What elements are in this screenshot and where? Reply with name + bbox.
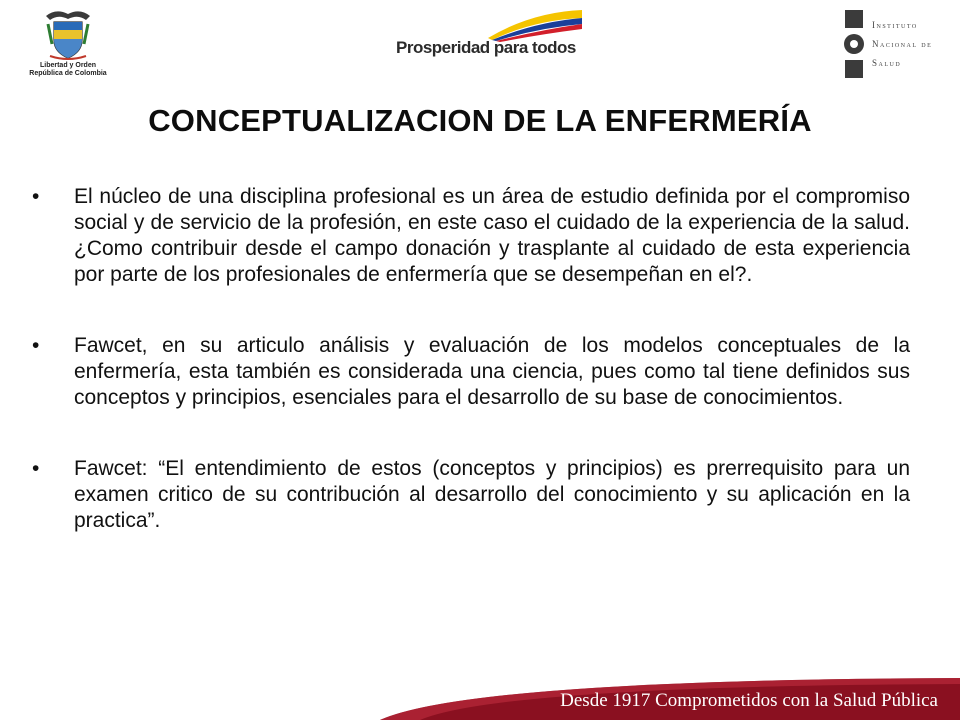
footer-band [0,674,960,720]
bullet-item: • El núcleo de una disciplina profesional es un área de estudio definida por el compromiso social y de servicio de la profesión, en este caso el cuidado de la experiencia de la salud. ¿Como contribuir desde el campo donación y trasplante al cuidado de esta experiencia por parte de los profesionales de enfermería que se desempeñan en el?. [32,184,910,288]
bullet-item: • Fawcet, en su articulo análisis y evaluación de los modelos conceptuales de la enfermería, esta también es considerada una ciencia, pues como tal tiene definidos sus conceptos y principios, esenciales para el desarrollo de su base de conocimientos. [32,333,910,411]
colombia-coat-of-arms-logo [28,6,108,84]
prosperidad-logo [392,8,592,72]
prosperidad-text: Prosperidad para todos [396,38,576,57]
coat-of-arms-motto: Libertad y Orden [39,62,96,69]
ins-logo [842,10,952,84]
coat-of-arms-country: República de Colombia [29,70,107,77]
ins-line-3: Salud [872,58,902,68]
ins-mark-icon [842,10,866,78]
coat-of-arms-icon [42,6,94,62]
slide-title: CONCEPTUALIZACION DE LA ENFERMERÍA [148,103,812,138]
bullet-item: • Fawcet: “El entendimiento de estos (conceptos y principios) es prerrequisito para un examen critico de su contribución al desarrollo del conocimiento y su aplicación en la practica”. [32,456,910,534]
ins-line-2: Nacional de [872,39,933,49]
bullet-list [32,184,910,579]
ins-line-1: Instituto [872,20,918,30]
footer-slogan: Desde 1917 Comprometidos con la Salud Pública [560,690,938,711]
ins-text [872,16,932,73]
flag-swoosh-icon [392,8,592,42]
